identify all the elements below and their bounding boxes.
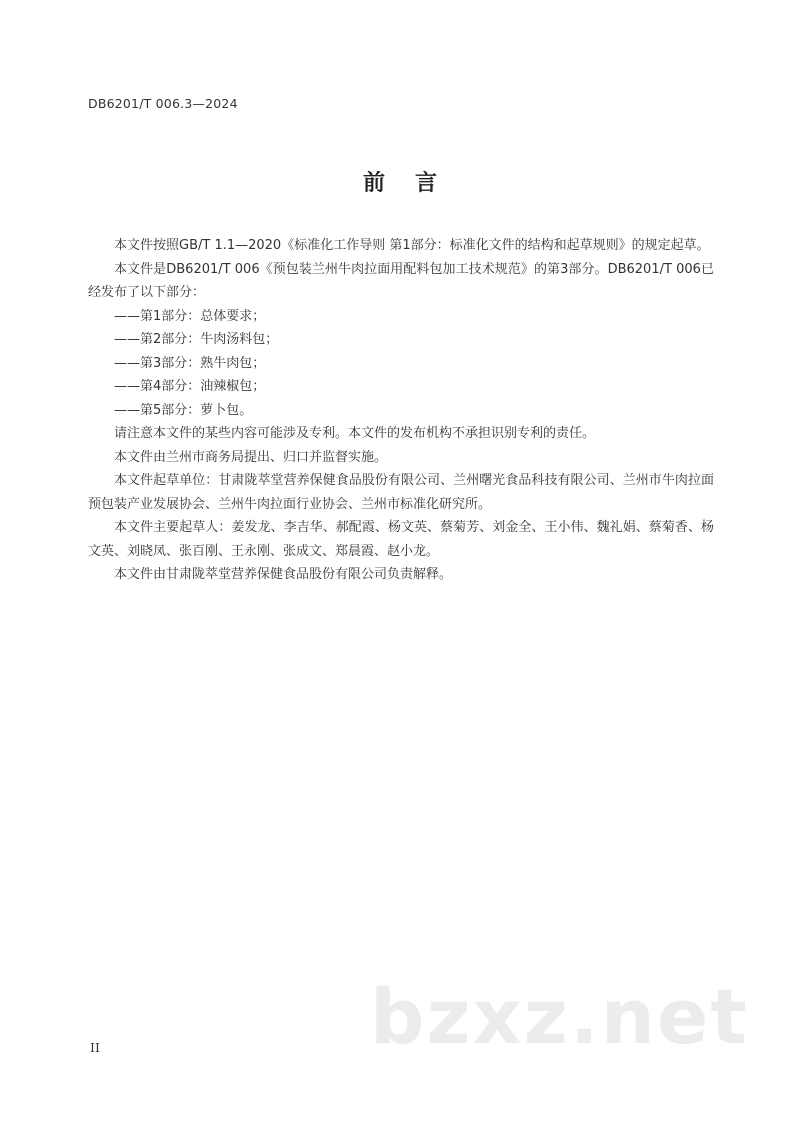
list-item: ——第2部分：牛肉汤料包； (114, 332, 279, 347)
paragraph-drafting-units: 本文件起草单位：甘肃陇萃堂营养保健食品股份有限公司、兰州曙光食品科技有限公司、兰州市牛肉拉面预包装产业发展协会、兰州牛肉拉面行业协会、兰州市标准化研究所。 (88, 473, 714, 512)
page-number: II (90, 1040, 100, 1055)
list-item: ——第3部分：熟牛肉包； (114, 355, 266, 371)
paragraph-drafting-rules: 本文件按照GB/T 1.1—2020《标准化工作导则 第1部分：标准化文件的结构和起草规则》的规定起草。 (114, 238, 710, 253)
list-item: ——第1部分：总体要求； (114, 308, 266, 324)
document-code: DB6201/T 006.3—2024 (88, 96, 238, 111)
page-title: 前言 (362, 171, 467, 196)
watermark-logo: bzxz.net (370, 972, 749, 1061)
paragraph-series-intro: 本文件是DB6201/T 006《预包装兰州牛肉拉面用配料包加工技术规范》的第3部分。DB6201/T 006已经发布了以下部分： (88, 261, 714, 300)
paragraph-patent-notice: 请注意本文件的某些内容可能涉及专利。本文件的发布机构不承担识别专利的责任。 (114, 426, 596, 441)
list-item: ——第4部分：油辣椒包； (114, 379, 266, 394)
paragraph-drafters: 本文件主要起草人：姜发龙、李吉华、郝配霞、杨文英、蔡菊芳、刘金全、王小伟、魏礼娟、蔡菊香、杨文英、刘晓凤、张百刚、王永刚、张成文、郑晨霞、赵小龙。 (88, 520, 714, 559)
paragraph-interpretation: 本文件由甘肃陇萃堂营养保健食品股份有限公司负责解释。 (114, 567, 453, 582)
paragraph-proposer: 本文件由兰州市商务局提出、归口并监督实施。 (114, 449, 388, 465)
foreword-body (88, 234, 714, 587)
list-item: ——第5部分：萝卜包。 (114, 402, 253, 418)
